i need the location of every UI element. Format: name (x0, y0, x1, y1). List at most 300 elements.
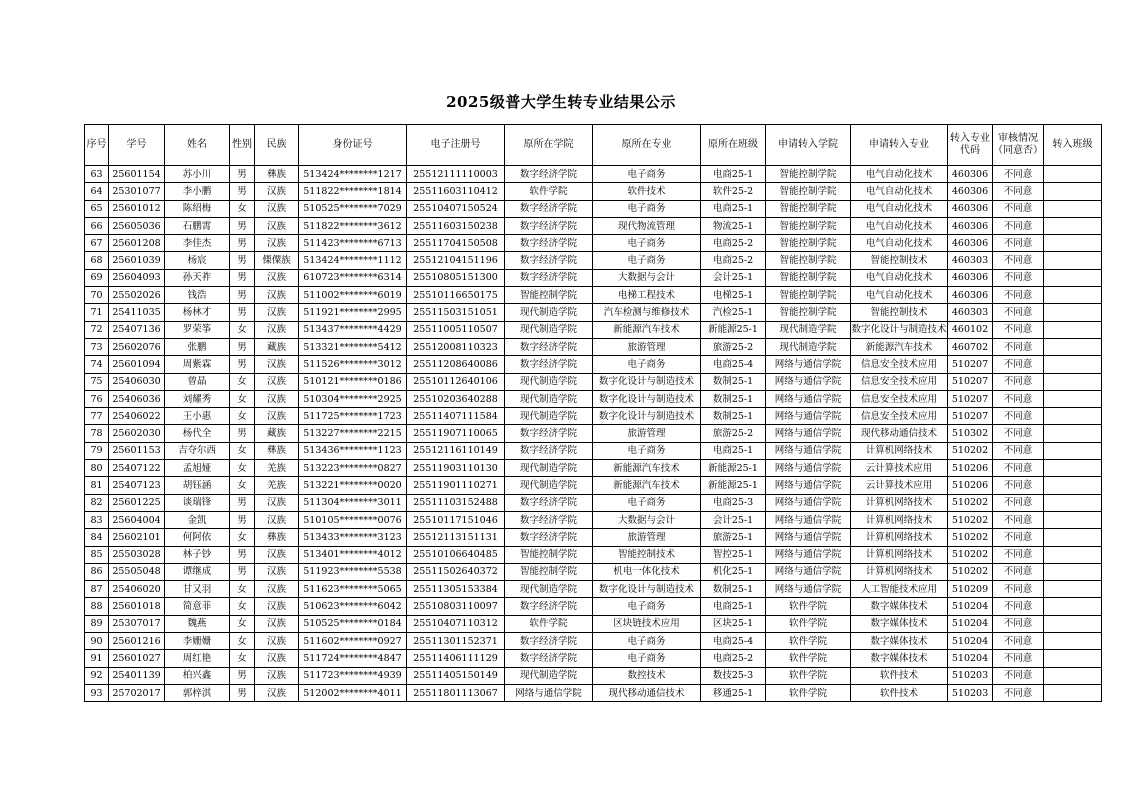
cell-col-id-number: 513424********1217 (299, 166, 407, 183)
cell-col-original-class: 数制25-1 (701, 390, 766, 407)
cell-col-gender: 女 (230, 408, 255, 425)
cell-col-id-number: 512002********4011 (299, 684, 407, 701)
cell-col-target-class (1044, 581, 1102, 598)
cell-col-id-number: 513321********5412 (299, 338, 407, 355)
table-row (85, 321, 1102, 338)
cell-col-review-status: 不同意 (993, 356, 1044, 373)
cell-col-review-status: 不同意 (993, 529, 1044, 546)
table-row (85, 235, 1102, 252)
cell-col-original-college: 数字经济学院 (505, 529, 593, 546)
cell-col-ethnicity: 藏族 (255, 338, 299, 355)
cell-col-original-class: 旅游25-2 (701, 425, 766, 442)
cell-col-original-college: 智能控制学院 (505, 287, 593, 304)
cell-col-registration-number: 25511208640086 (407, 356, 505, 373)
cell-col-target-major-code: 510209 (948, 581, 993, 598)
cell-col-target-class (1044, 390, 1102, 407)
cell-col-gender: 男 (230, 563, 255, 580)
cell-col-review-status: 不同意 (993, 183, 1044, 200)
cell-col-target-major: 电气自动化技术 (851, 269, 948, 286)
cell-col-id-number: 511423********6713 (299, 235, 407, 252)
cell-col-student-id: 25602030 (109, 425, 165, 442)
cell-col-registration-number: 25512008110323 (407, 338, 505, 355)
cell-col-original-major: 电子商务 (593, 166, 701, 183)
cell-col-target-class (1044, 442, 1102, 459)
cell-col-target-class (1044, 563, 1102, 580)
cell-col-target-college: 智能控制学院 (766, 200, 851, 217)
cell-col-target-major: 信息安全技术应用 (851, 356, 948, 373)
cell-col-target-major: 数字媒体技术 (851, 598, 948, 615)
cell-col-target-major: 数字媒体技术 (851, 650, 948, 667)
cell-col-ethnicity: 羌族 (255, 460, 299, 477)
cell-col-seq: 71 (85, 304, 109, 321)
cell-col-original-major: 旅游管理 (593, 425, 701, 442)
cell-col-target-class (1044, 546, 1102, 563)
cell-col-original-major: 新能源汽车技术 (593, 477, 701, 494)
cell-col-ethnicity: 汉族 (255, 217, 299, 234)
cell-col-id-number: 511923********5538 (299, 563, 407, 580)
cell-col-id-number: 511822********3612 (299, 217, 407, 234)
cell-col-target-major: 计算机网络技术 (851, 529, 948, 546)
cell-col-student-id: 25505048 (109, 563, 165, 580)
table-row (85, 684, 1102, 701)
cell-col-gender: 女 (230, 477, 255, 494)
cell-col-original-major: 电子商务 (593, 650, 701, 667)
cell-col-target-major: 电气自动化技术 (851, 217, 948, 234)
cell-col-student-id: 25401139 (109, 667, 165, 684)
cell-col-target-class (1044, 667, 1102, 684)
cell-col-original-college: 软件学院 (505, 615, 593, 632)
cell-col-gender: 女 (230, 633, 255, 650)
cell-col-target-major-code: 510202 (948, 563, 993, 580)
cell-col-name: 魏燕 (165, 615, 230, 632)
cell-col-target-class (1044, 338, 1102, 355)
cell-col-ethnicity: 汉族 (255, 511, 299, 528)
cell-col-review-status: 不同意 (993, 667, 1044, 684)
cell-col-original-class: 机化25-1 (701, 563, 766, 580)
cell-col-name: 吉夺尔西 (165, 442, 230, 459)
cell-col-ethnicity: 汉族 (255, 650, 299, 667)
cell-col-original-college: 现代制造学院 (505, 373, 593, 390)
cell-col-review-status: 不同意 (993, 633, 1044, 650)
cell-col-name: 何阿依 (165, 529, 230, 546)
cell-col-review-status: 不同意 (993, 373, 1044, 390)
cell-col-name: 苏小川 (165, 166, 230, 183)
cell-col-seq: 63 (85, 166, 109, 183)
cell-col-student-id: 25503028 (109, 546, 165, 563)
cell-col-original-major: 电子商务 (593, 356, 701, 373)
table-row (85, 200, 1102, 217)
cell-col-target-major-code: 510207 (948, 356, 993, 373)
cell-col-original-college: 现代制造学院 (505, 390, 593, 407)
table-row (85, 563, 1102, 580)
cell-col-original-college: 数字经济学院 (505, 442, 593, 459)
cell-col-original-class: 数制25-1 (701, 373, 766, 390)
cell-col-gender: 男 (230, 217, 255, 234)
cell-col-target-major: 电气自动化技术 (851, 287, 948, 304)
cell-col-target-class (1044, 252, 1102, 269)
cell-col-ethnicity: 汉族 (255, 581, 299, 598)
cell-col-original-college: 智能控制学院 (505, 563, 593, 580)
cell-col-target-major: 电气自动化技术 (851, 166, 948, 183)
cell-col-name: 金凯 (165, 511, 230, 528)
cell-col-original-major: 新能源汽车技术 (593, 321, 701, 338)
cell-col-original-college: 数字经济学院 (505, 494, 593, 511)
cell-col-review-status: 不同意 (993, 442, 1044, 459)
cell-col-gender: 女 (230, 460, 255, 477)
cell-col-id-number: 510525********7029 (299, 200, 407, 217)
cell-col-gender: 男 (230, 511, 255, 528)
cell-col-target-major-code: 510202 (948, 529, 993, 546)
cell-col-original-college: 数字经济学院 (505, 252, 593, 269)
transfer-results-table (84, 124, 1102, 702)
cell-col-target-college: 现代制造学院 (766, 321, 851, 338)
cell-col-target-class (1044, 633, 1102, 650)
header-col-name: 姓名 (165, 125, 230, 166)
table-row (85, 546, 1102, 563)
cell-col-name: 钱浩 (165, 287, 230, 304)
cell-col-review-status: 不同意 (993, 321, 1044, 338)
cell-col-target-major: 数字化设计与制造技术 (851, 321, 948, 338)
cell-col-original-college: 数字经济学院 (505, 217, 593, 234)
cell-col-gender: 男 (230, 166, 255, 183)
cell-col-student-id: 25406030 (109, 373, 165, 390)
cell-col-gender: 女 (230, 321, 255, 338)
cell-col-original-major: 电梯工程技术 (593, 287, 701, 304)
cell-col-registration-number: 25511603150238 (407, 217, 505, 234)
cell-col-target-college: 网络与通信学院 (766, 373, 851, 390)
cell-col-id-number: 511623********5065 (299, 581, 407, 598)
cell-col-gender: 男 (230, 667, 255, 684)
cell-col-review-status: 不同意 (993, 460, 1044, 477)
cell-col-gender: 女 (230, 650, 255, 667)
cell-col-target-major-code: 460306 (948, 166, 993, 183)
cell-col-original-major: 大数据与会计 (593, 511, 701, 528)
cell-col-target-class (1044, 425, 1102, 442)
cell-col-target-major-code: 510202 (948, 494, 993, 511)
cell-col-gender: 女 (230, 598, 255, 615)
cell-col-name: 李小鹏 (165, 183, 230, 200)
cell-col-ethnicity: 羌族 (255, 477, 299, 494)
cell-col-original-major: 电子商务 (593, 494, 701, 511)
cell-col-review-status: 不同意 (993, 581, 1044, 598)
cell-col-id-number: 513223********0827 (299, 460, 407, 477)
cell-col-gender: 女 (230, 581, 255, 598)
cell-col-original-college: 现代制造学院 (505, 581, 593, 598)
cell-col-gender: 男 (230, 183, 255, 200)
cell-col-original-class: 移通25-1 (701, 684, 766, 701)
cell-col-id-number: 510105********0076 (299, 511, 407, 528)
cell-col-student-id: 25601012 (109, 200, 165, 217)
cell-col-original-class: 电商25-3 (701, 494, 766, 511)
cell-col-name: 周红艳 (165, 650, 230, 667)
cell-col-student-id: 25601039 (109, 252, 165, 269)
cell-col-target-college: 软件学院 (766, 615, 851, 632)
table-row (85, 304, 1102, 321)
cell-col-registration-number: 25511502640372 (407, 563, 505, 580)
cell-col-student-id: 25601094 (109, 356, 165, 373)
cell-col-ethnicity: 汉族 (255, 200, 299, 217)
cell-col-review-status: 不同意 (993, 390, 1044, 407)
cell-col-target-college: 智能控制学院 (766, 235, 851, 252)
cell-col-target-class (1044, 287, 1102, 304)
cell-col-id-number: 513227********2215 (299, 425, 407, 442)
cell-col-target-major: 新能源汽车技术 (851, 338, 948, 355)
cell-col-id-number: 511822********1814 (299, 183, 407, 200)
table-row (85, 373, 1102, 390)
cell-col-target-college: 智能控制学院 (766, 166, 851, 183)
cell-col-target-college: 软件学院 (766, 667, 851, 684)
cell-col-target-college: 网络与通信学院 (766, 477, 851, 494)
cell-col-original-college: 数字经济学院 (505, 269, 593, 286)
cell-col-target-class (1044, 529, 1102, 546)
cell-col-student-id: 25307017 (109, 615, 165, 632)
cell-col-target-college: 网络与通信学院 (766, 581, 851, 598)
cell-col-original-class: 智控25-1 (701, 546, 766, 563)
cell-col-target-major-code: 510207 (948, 373, 993, 390)
cell-col-seq: 76 (85, 390, 109, 407)
cell-col-original-major: 旅游管理 (593, 529, 701, 546)
cell-col-seq: 75 (85, 373, 109, 390)
cell-col-original-major: 机电一体化技术 (593, 563, 701, 580)
cell-col-gender: 男 (230, 356, 255, 373)
cell-col-seq: 78 (85, 425, 109, 442)
cell-col-target-major-code: 510203 (948, 667, 993, 684)
cell-col-original-major: 数字化设计与制造技术 (593, 581, 701, 598)
cell-col-ethnicity: 汉族 (255, 356, 299, 373)
cell-col-review-status: 不同意 (993, 200, 1044, 217)
cell-col-name: 杨林才 (165, 304, 230, 321)
cell-col-original-college: 现代制造学院 (505, 460, 593, 477)
table-row (85, 581, 1102, 598)
table-row (85, 494, 1102, 511)
cell-col-registration-number: 25510117151046 (407, 511, 505, 528)
cell-col-id-number: 513424********1112 (299, 252, 407, 269)
cell-col-gender: 女 (230, 390, 255, 407)
cell-col-student-id: 25601208 (109, 235, 165, 252)
cell-col-original-class: 数技25-3 (701, 667, 766, 684)
table-row (85, 615, 1102, 632)
cell-col-student-id: 25601154 (109, 166, 165, 183)
cell-col-student-id: 25406022 (109, 408, 165, 425)
cell-col-review-status: 不同意 (993, 494, 1044, 511)
cell-col-review-status: 不同意 (993, 304, 1044, 321)
cell-col-seq: 91 (85, 650, 109, 667)
cell-col-original-major: 现代物流管理 (593, 217, 701, 234)
cell-col-review-status: 不同意 (993, 408, 1044, 425)
cell-col-gender: 女 (230, 615, 255, 632)
cell-col-original-class: 电商25-2 (701, 650, 766, 667)
header-col-original-class: 原所在班级 (701, 125, 766, 166)
header-col-id-number: 身份证号 (299, 125, 407, 166)
cell-col-target-major-code: 510202 (948, 546, 993, 563)
cell-col-original-major: 现代移动通信技术 (593, 684, 701, 701)
cell-col-target-college: 软件学院 (766, 598, 851, 615)
cell-col-registration-number: 25511305153384 (407, 581, 505, 598)
cell-col-student-id: 25407136 (109, 321, 165, 338)
cell-col-seq: 67 (85, 235, 109, 252)
cell-col-original-class: 会计25-1 (701, 511, 766, 528)
cell-col-original-class: 区块25-1 (701, 615, 766, 632)
cell-col-target-class (1044, 200, 1102, 217)
cell-col-target-college: 网络与通信学院 (766, 494, 851, 511)
cell-col-id-number: 510304********2925 (299, 390, 407, 407)
cell-col-target-major-code: 510204 (948, 633, 993, 650)
cell-col-target-major-code: 510207 (948, 408, 993, 425)
cell-col-review-status: 不同意 (993, 338, 1044, 355)
cell-col-target-college: 网络与通信学院 (766, 563, 851, 580)
cell-col-target-college: 智能控制学院 (766, 183, 851, 200)
cell-col-ethnicity: 彝族 (255, 442, 299, 459)
cell-col-registration-number: 25510106640485 (407, 546, 505, 563)
cell-col-review-status: 不同意 (993, 287, 1044, 304)
cell-col-target-college: 网络与通信学院 (766, 425, 851, 442)
cell-col-target-major: 信息安全技术应用 (851, 373, 948, 390)
cell-col-original-class: 电商25-2 (701, 235, 766, 252)
cell-col-seq: 74 (85, 356, 109, 373)
table-row (85, 287, 1102, 304)
cell-col-target-college: 现代制造学院 (766, 338, 851, 355)
cell-col-registration-number: 25511907110065 (407, 425, 505, 442)
header-col-original-major: 原所在专业 (593, 125, 701, 166)
cell-col-registration-number: 25510112640106 (407, 373, 505, 390)
cell-col-original-major: 数控技术 (593, 667, 701, 684)
cell-col-original-major: 旅游管理 (593, 338, 701, 355)
cell-col-original-college: 现代制造学院 (505, 304, 593, 321)
header-col-review-status: 审核情况（同意否） (993, 125, 1044, 166)
cell-col-seq: 87 (85, 581, 109, 598)
cell-col-target-class (1044, 321, 1102, 338)
cell-col-name: 甘又羽 (165, 581, 230, 598)
cell-col-original-class: 电梯25-1 (701, 287, 766, 304)
cell-col-ethnicity: 汉族 (255, 598, 299, 615)
cell-col-gender: 女 (230, 373, 255, 390)
cell-col-original-major: 电子商务 (593, 235, 701, 252)
cell-col-seq: 64 (85, 183, 109, 200)
cell-col-target-class (1044, 684, 1102, 701)
cell-col-ethnicity: 汉族 (255, 494, 299, 511)
table-row (85, 425, 1102, 442)
cell-col-target-major: 智能控制技术 (851, 304, 948, 321)
cell-col-review-status: 不同意 (993, 477, 1044, 494)
cell-col-target-major-code: 510206 (948, 460, 993, 477)
cell-col-target-major: 智能控制技术 (851, 252, 948, 269)
cell-col-id-number: 513401********4012 (299, 546, 407, 563)
cell-col-original-major: 汽车检测与维修技术 (593, 304, 701, 321)
cell-col-review-status: 不同意 (993, 598, 1044, 615)
cell-col-target-class (1044, 373, 1102, 390)
cell-col-original-class: 物流25-1 (701, 217, 766, 234)
table-row (85, 269, 1102, 286)
cell-col-student-id: 25702017 (109, 684, 165, 701)
cell-col-target-class (1044, 460, 1102, 477)
cell-col-original-class: 电商25-1 (701, 442, 766, 459)
cell-col-seq: 79 (85, 442, 109, 459)
cell-col-original-class: 电商25-1 (701, 200, 766, 217)
table-body (85, 166, 1102, 702)
cell-col-original-major: 数字化设计与制造技术 (593, 373, 701, 390)
cell-col-review-status: 不同意 (993, 252, 1044, 269)
cell-col-target-major: 数字媒体技术 (851, 615, 948, 632)
cell-col-original-class: 数制25-1 (701, 581, 766, 598)
cell-col-name: 简意菲 (165, 598, 230, 615)
cell-col-target-major: 计算机网络技术 (851, 494, 948, 511)
cell-col-ethnicity: 傈僳族 (255, 252, 299, 269)
cell-col-target-college: 智能控制学院 (766, 287, 851, 304)
cell-col-seq: 83 (85, 511, 109, 528)
cell-col-original-class: 电商25-1 (701, 598, 766, 615)
header-col-target-major: 申请转入专业 (851, 125, 948, 166)
cell-col-name: 孟旭娅 (165, 460, 230, 477)
cell-col-seq: 77 (85, 408, 109, 425)
cell-col-original-class: 电商25-1 (701, 166, 766, 183)
cell-col-target-major-code: 510206 (948, 477, 993, 494)
cell-col-original-major: 电子商务 (593, 442, 701, 459)
cell-col-id-number: 511002********6019 (299, 287, 407, 304)
cell-col-ethnicity: 汉族 (255, 408, 299, 425)
cell-col-target-major: 软件技术 (851, 667, 948, 684)
cell-col-gender: 男 (230, 235, 255, 252)
cell-col-name: 孙天祚 (165, 269, 230, 286)
table-row (85, 460, 1102, 477)
cell-col-ethnicity: 彝族 (255, 166, 299, 183)
header-col-target-major-code: 转入专业代码 (948, 125, 993, 166)
cell-col-original-class: 电商25-2 (701, 252, 766, 269)
cell-col-target-major-code: 510202 (948, 442, 993, 459)
cell-col-registration-number: 25510407150524 (407, 200, 505, 217)
cell-col-id-number: 511304********3011 (299, 494, 407, 511)
cell-col-ethnicity: 汉族 (255, 684, 299, 701)
cell-col-target-college: 网络与通信学院 (766, 356, 851, 373)
cell-col-seq: 89 (85, 615, 109, 632)
cell-col-target-class (1044, 183, 1102, 200)
cell-col-name: 罗荣筝 (165, 321, 230, 338)
cell-col-target-major: 计算机网络技术 (851, 511, 948, 528)
cell-col-target-major: 数字媒体技术 (851, 633, 948, 650)
cell-col-original-major: 电子商务 (593, 252, 701, 269)
cell-col-name: 胡钰涵 (165, 477, 230, 494)
cell-col-target-class (1044, 408, 1102, 425)
cell-col-ethnicity: 汉族 (255, 373, 299, 390)
cell-col-original-class: 电商25-4 (701, 356, 766, 373)
header-col-seq: 序号 (85, 125, 109, 166)
table-row (85, 477, 1102, 494)
cell-col-seq: 73 (85, 338, 109, 355)
table-row (85, 598, 1102, 615)
cell-col-original-college: 现代制造学院 (505, 477, 593, 494)
cell-col-name: 郭梓淇 (165, 684, 230, 701)
cell-col-target-college: 网络与通信学院 (766, 390, 851, 407)
cell-col-id-number: 511921********2995 (299, 304, 407, 321)
header-col-target-college: 申请转入学院 (766, 125, 851, 166)
cell-col-original-college: 现代制造学院 (505, 408, 593, 425)
cell-col-original-college: 网络与通信学院 (505, 684, 593, 701)
cell-col-student-id: 25407123 (109, 477, 165, 494)
cell-col-name: 柏兴鑫 (165, 667, 230, 684)
cell-col-review-status: 不同意 (993, 425, 1044, 442)
cell-col-target-major: 计算机网络技术 (851, 442, 948, 459)
cell-col-target-college: 网络与通信学院 (766, 529, 851, 546)
cell-col-target-major: 电气自动化技术 (851, 200, 948, 217)
cell-col-target-college: 软件学院 (766, 684, 851, 701)
cell-col-ethnicity: 汉族 (255, 287, 299, 304)
cell-col-review-status: 不同意 (993, 546, 1044, 563)
cell-col-target-class (1044, 166, 1102, 183)
table-row (85, 166, 1102, 183)
cell-col-review-status: 不同意 (993, 235, 1044, 252)
header-col-ethnicity: 民族 (255, 125, 299, 166)
cell-col-name: 曾晶 (165, 373, 230, 390)
cell-col-student-id: 25604093 (109, 269, 165, 286)
